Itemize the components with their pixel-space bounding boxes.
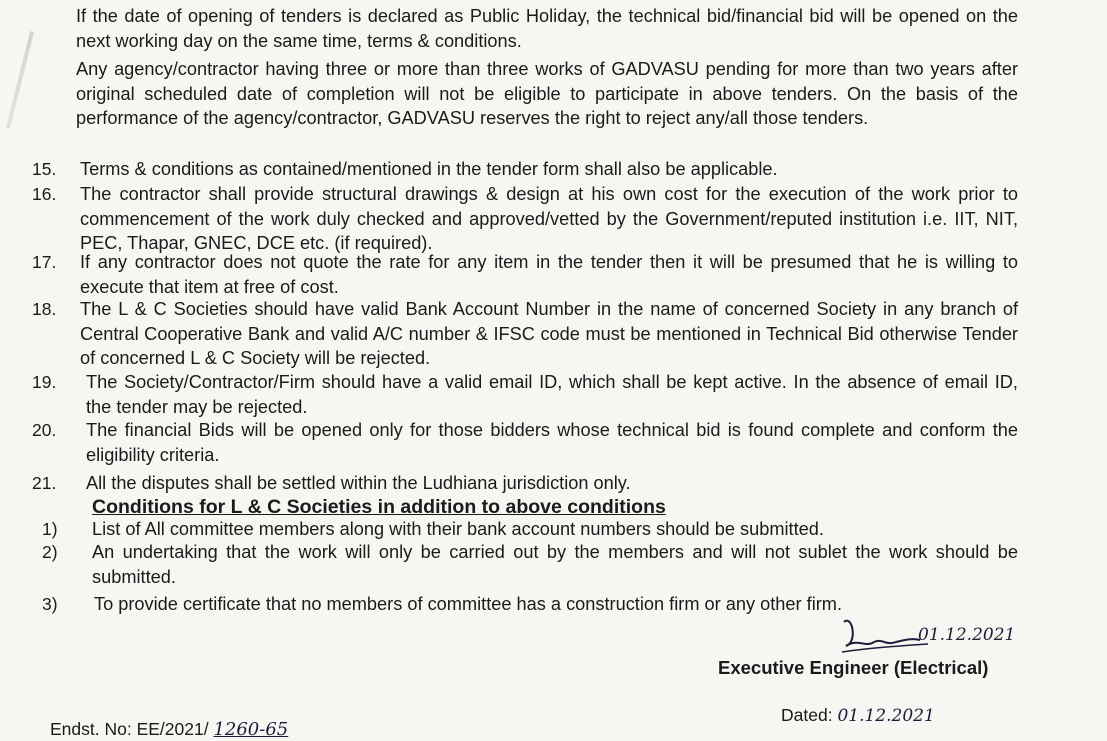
- item-number: 2): [42, 542, 58, 562]
- item-text: Terms & conditions as contained/mentioned in the tender form shall also be applicable.: [80, 159, 778, 179]
- item-text: The L & C Societies should have valid Bank Account Number in the name of concerned Society in any branch of Central Cooperative Bank and valid A/C number & IFSC code must be mentioned in Technical Bid otherwise Tender of concerned L & C Society will be rejected.: [80, 299, 1018, 368]
- item-text: All the disputes shall be settled within the Ludhiana jurisdiction only.: [86, 473, 631, 493]
- handwritten-date: 01.12.2021: [918, 625, 1016, 645]
- item-number: 15.: [32, 159, 57, 179]
- item-text: The financial Bids will be opened only for those bidders whose technical bid is found complete and conform the eligibility criteria.: [86, 420, 1018, 465]
- margin-mark: [6, 31, 34, 129]
- item-number: 3): [42, 594, 58, 614]
- item-text: To provide certificate that no members of committee has a construction firm or any other firm.: [94, 594, 843, 614]
- item-text: An undertaking that the work will only be carried out by the members and will not sublet the work should be submitted.: [92, 542, 1018, 587]
- item-number: 1): [42, 519, 58, 539]
- item-number: 16.: [32, 184, 57, 204]
- endorsement-number: 1260-65: [213, 719, 289, 740]
- item-number: 19.: [32, 372, 57, 392]
- dated-label: Dated:: [781, 705, 833, 725]
- item-text: If any contractor does not quote the rate for any item in the tender then it will be presumed that he is willing to execute that item at free of cost.: [80, 252, 1018, 297]
- item-number: 17.: [32, 252, 57, 272]
- condition-pending-works: Any agency/contractor having three or more than three works of GADVASU pending for more than two years after original scheduled date of completion will not be eligible to participate in above tenders. On the basis of the performance of the agency/contractor, GADVASU reserves the right to reject any/all those tenders.: [76, 59, 1018, 128]
- condition-public-holiday: If the date of opening of tenders is declared as Public Holiday, the technical bid/financial bid will be opened on the next working day on the same time, terms & conditions.: [76, 6, 1018, 51]
- lc-section-heading: Conditions for L & C Societies in addition to above conditions: [92, 496, 666, 518]
- item-text: The Society/Contractor/Firm should have a valid email ID, which shall be kept active. In the absence of email ID, the tender may be rejected.: [86, 372, 1018, 417]
- item-text: List of All committee members along with their bank account numbers should be submitted.: [92, 519, 824, 539]
- dated-value: 01.12.2021: [837, 706, 935, 726]
- item-text: The contractor shall provide structural drawings & design at his own cost for the execution of the work prior to commencement of the work duly checked and approved/vetted by the Government/reputed institution i.e. IIT, NIT, PEC, Thapar, GNEC, DCE etc. (if required).: [80, 184, 1018, 253]
- item-number: 21.: [32, 473, 57, 493]
- signatory-title: Executive Engineer (Electrical): [718, 657, 989, 678]
- dated-line: [781, 703, 935, 728]
- item-number: 18.: [32, 299, 57, 319]
- endorsement-label: Endst. No: EE/2021/: [50, 719, 209, 739]
- item-number: 20.: [32, 420, 57, 440]
